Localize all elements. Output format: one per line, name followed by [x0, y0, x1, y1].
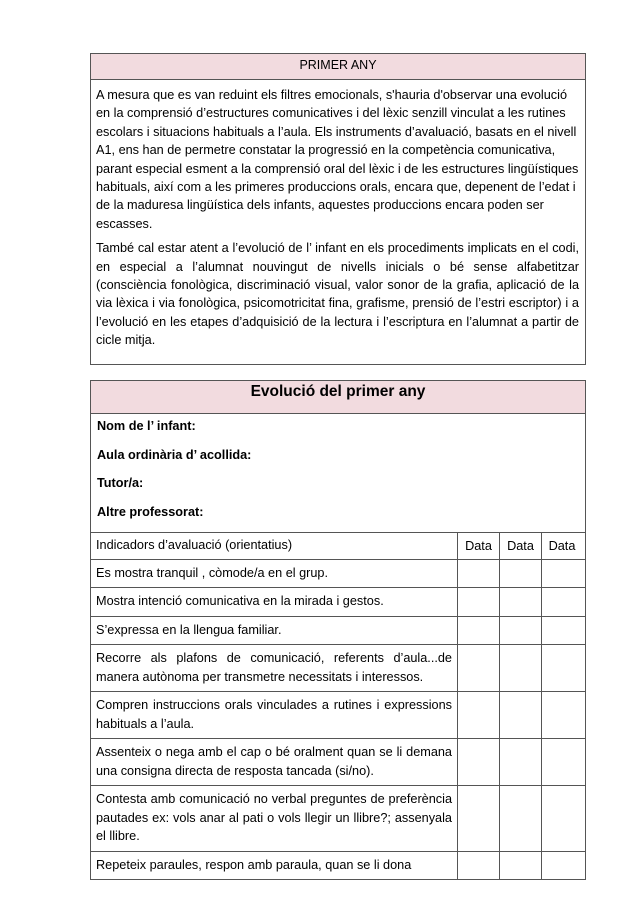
date-cell[interactable]	[542, 645, 582, 691]
table-row	[91, 617, 585, 646]
table-row	[91, 645, 585, 692]
field-tutor: Tutor/a:	[97, 476, 144, 490]
table-row	[91, 786, 585, 852]
indicator-text: Compren instruccions orals vinculades a rutines i expressions habituals a l’aula.	[91, 692, 458, 738]
table-row	[91, 692, 585, 739]
field-student-name: Nom de l’ infant:	[97, 419, 196, 433]
evaluation-title: Evolució del primer any	[91, 381, 585, 414]
first-year-description-box	[90, 53, 586, 365]
table-row	[91, 739, 585, 786]
date-cell[interactable]	[458, 645, 500, 691]
date-cell[interactable]	[542, 786, 582, 851]
indicators-header: Indicadors d’avaluació (orientatius)	[91, 533, 458, 559]
date-cell[interactable]	[500, 617, 542, 645]
indicator-text: Contesta amb comunicació no verbal preguntes de preferència pautades ex: vols anar al pati o vols llegir un llibre?; assenyala el llibre.	[91, 786, 458, 851]
indicator-text: Mostra intenció comunicativa en la mirada i gestos.	[91, 588, 458, 616]
date-cell[interactable]	[458, 739, 500, 785]
date-cell[interactable]	[458, 617, 500, 645]
indicator-text: Repeteix paraules, respon amb paraula, quan se li dona	[91, 852, 458, 880]
indicator-text: Assenteix o nega amb el cap o bé oralment quan se li demana una consigna directa de resposta tancada (si/no).	[91, 739, 458, 785]
date-cell[interactable]	[500, 560, 542, 588]
date-cell[interactable]	[500, 739, 542, 785]
date-cell[interactable]	[542, 617, 582, 645]
date-header-2: Data	[500, 533, 542, 559]
date-cell[interactable]	[500, 588, 542, 616]
table-header-row	[91, 533, 585, 560]
date-header-3: Data	[548, 539, 576, 553]
date-cell[interactable]	[458, 852, 500, 880]
date-cell[interactable]	[500, 852, 542, 880]
date-cell[interactable]	[458, 560, 500, 588]
table-row	[91, 560, 585, 589]
description-paragraph-1: A mesura que es van reduint els filtres emocionals, s'hauria d'observar una evolució en la comprensió d’estructures comunicatives i del lèxic senzill vinculat a les rutines escolars i situacions habituals a l’aula. Els instruments d’avaluació, basats en el nivell A1, ens han de permetre constatar la progressió en la competència comunicativa, parant especial esment a la comprensió oral del lèxic i de les estructures lingüístiques habituals, així com a les primeres produccions orals, encara que, depenent de l’edat i de la maduresa lingüística dels infants, aquestes produccions encara poden ser escasses.	[96, 88, 579, 231]
date-cell[interactable]	[542, 692, 582, 738]
date-cell[interactable]	[458, 588, 500, 616]
first-year-header: PRIMER ANY	[91, 54, 585, 80]
date-header-1: Data	[458, 533, 500, 559]
evaluation-form	[90, 380, 586, 880]
field-classroom: Aula ordinària d’ acollida:	[97, 447, 252, 462]
date-cell[interactable]	[542, 852, 582, 880]
date-cell[interactable]	[500, 786, 542, 851]
date-cell[interactable]	[542, 739, 582, 785]
field-other-staff: Altre professorat:	[97, 504, 204, 519]
date-cell[interactable]	[500, 645, 542, 691]
table-row	[91, 588, 585, 617]
date-cell[interactable]	[542, 560, 582, 588]
description-paragraph-2: També cal estar atent a l’evolució de l’ infant en els procediments implicats en el codi, en especial a l’alumnat nouvingut de nivells inicials o bé sense alfabetitzar (consciència fonològica, discriminació visual, valor sonor de la grafia, aplicació de la via lèxica i via fonològica, psicomotricitat fina, grafisme, prensió de l’estri escriptor) i a l’evolució en les etapes d’adquisició de la lectura i l’escriptura en l’alumnat a partir de cicle mitja.	[96, 241, 579, 348]
date-cell[interactable]	[458, 786, 500, 851]
table-row	[91, 852, 585, 880]
first-year-description	[91, 80, 585, 364]
student-info-fields	[91, 414, 585, 533]
date-cell[interactable]	[458, 692, 500, 738]
indicator-text: S’expressa en la llengua familiar.	[91, 617, 458, 645]
indicator-text: Es mostra tranquil , còmode/a en el grup.	[91, 560, 458, 588]
date-cell[interactable]	[500, 692, 542, 738]
date-cell[interactable]	[542, 588, 582, 616]
indicator-text: Recorre als plafons de comunicació, referents d’aula...de manera autònoma per transmetre necessitats i interessos.	[91, 645, 458, 691]
